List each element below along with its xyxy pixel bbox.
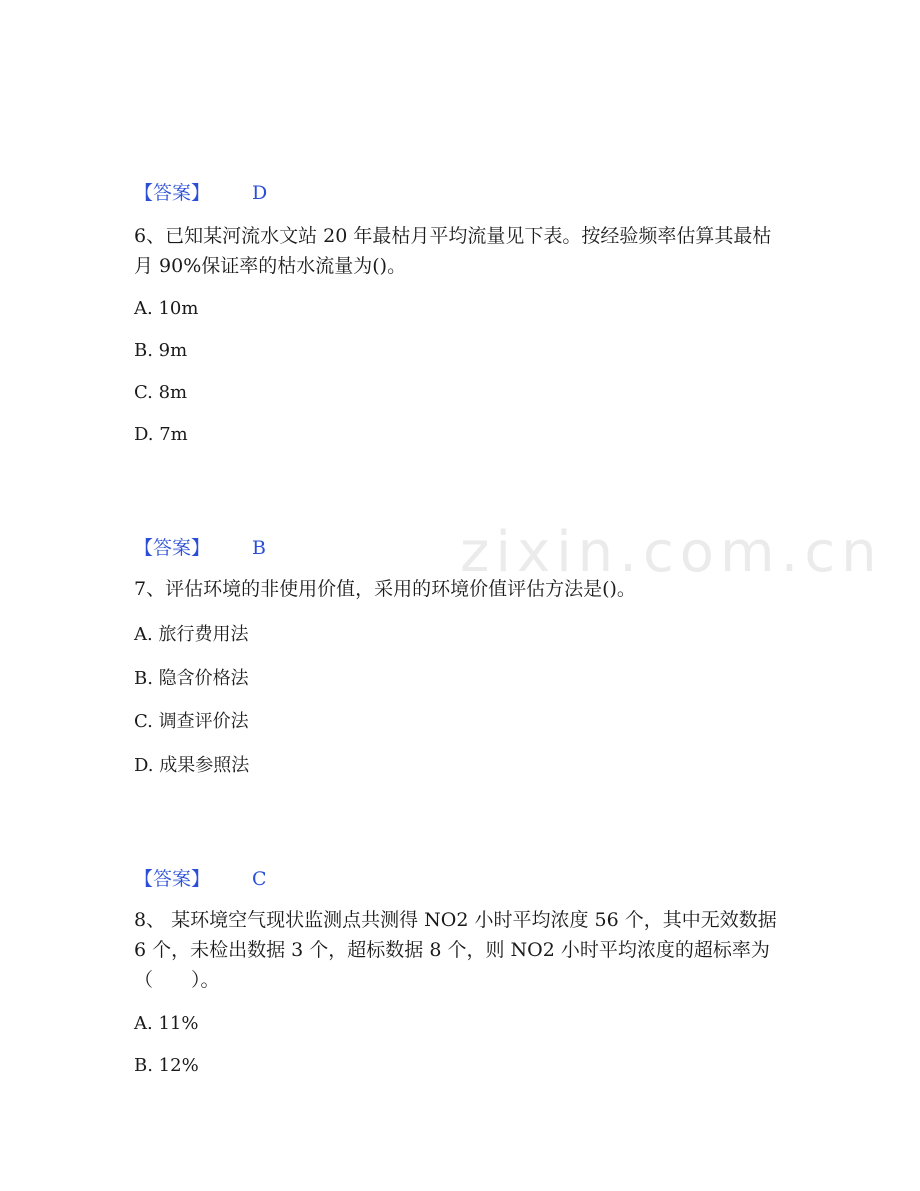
answer-value: D: [252, 182, 268, 204]
option-a: A. 10m: [134, 298, 199, 319]
question-7: 7、评估环境的非使用价值，采用的环境价值评估方法是()。: [134, 578, 636, 600]
option-b: B. 9m: [134, 340, 188, 361]
answer-value: B: [252, 537, 266, 559]
option-b: B. 隐含价格法: [134, 668, 249, 689]
option-c: C. 调查评价法: [134, 711, 249, 732]
option-a: A. 旅行费用法: [134, 624, 249, 645]
answer-line: [134, 864, 267, 891]
watermark: zixin.com.cn: [460, 520, 883, 585]
option-d: D. 7m: [134, 424, 188, 445]
question-8: 8、 某环境空气现状监测点共测得 NO2 小时平均浓度 56 个，其中无效数据 6 个，未检出数据 3 个，超标数据 8 个，则 NO2 小时平均浓度的超标率为（ ）。: [134, 909, 777, 991]
answer-line: [134, 178, 267, 205]
answer-label: 【答案】: [134, 868, 211, 890]
question-6: 6、已知某河流水文站 20 年最枯月平均流量见下表。按经验频率估算其最枯月 90%保证率的枯水流量为()。: [134, 225, 772, 277]
answer-label: 【答案】: [134, 537, 211, 559]
option-c: C. 8m: [134, 382, 188, 403]
answer-value: C: [252, 868, 267, 890]
answer-line: [134, 533, 266, 560]
option-a: A. 11%: [134, 1013, 199, 1034]
answer-label: 【答案】: [134, 182, 211, 204]
option-b: B. 12%: [134, 1055, 199, 1076]
option-d: D. 成果参照法: [134, 755, 250, 776]
